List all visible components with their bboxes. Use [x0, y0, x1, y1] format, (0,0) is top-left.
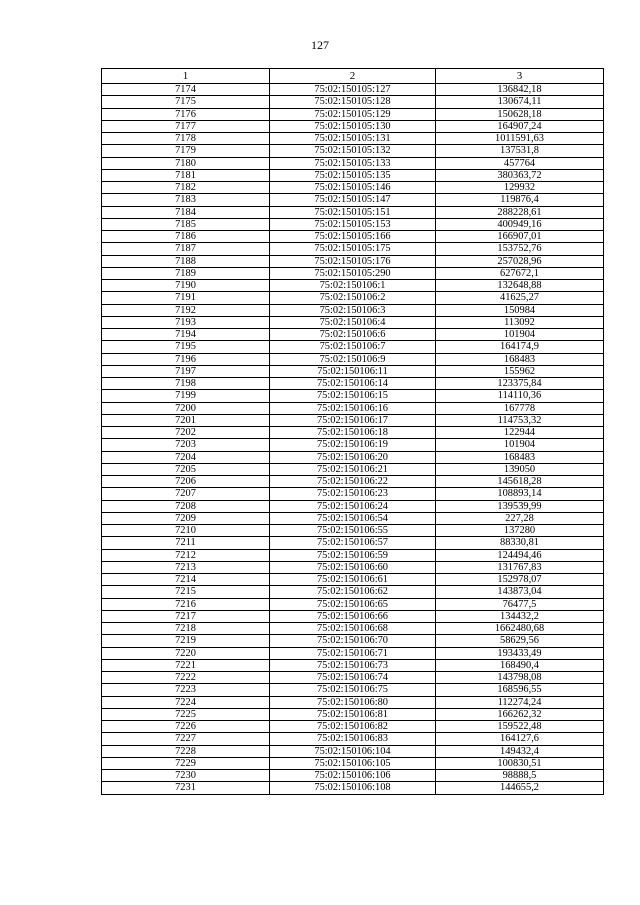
cadastral-number-cell: 75:02:150105:176 [270, 255, 436, 267]
table-row [102, 316, 604, 328]
table-row [102, 610, 604, 622]
row-number-cell: 7205 [102, 463, 270, 475]
data-table [101, 68, 604, 795]
value-cell: 145618,28 [436, 476, 604, 488]
column-header-1: 1 [102, 69, 270, 84]
table-row [102, 684, 604, 696]
cadastral-number-cell: 75:02:150105:175 [270, 243, 436, 255]
row-number-cell: 7203 [102, 439, 270, 451]
value-cell: 168483 [436, 353, 604, 365]
row-number-cell: 7189 [102, 267, 270, 279]
page-number: 127 [311, 38, 329, 52]
value-cell: 149432,4 [436, 745, 604, 757]
table-row [102, 672, 604, 684]
value-cell: 153752,76 [436, 243, 604, 255]
row-number-cell: 7204 [102, 451, 270, 463]
cadastral-number-cell: 75:02:150105:129 [270, 108, 436, 120]
table-row [102, 231, 604, 243]
table-row [102, 353, 604, 365]
cadastral-number-cell: 75:02:150106:3 [270, 304, 436, 316]
row-number-cell: 7216 [102, 598, 270, 610]
value-cell: 143873,04 [436, 586, 604, 598]
cadastral-number-cell: 75:02:150106:66 [270, 610, 436, 622]
row-number-cell: 7186 [102, 231, 270, 243]
table-row [102, 182, 604, 194]
cadastral-number-cell: 75:02:150105:127 [270, 84, 436, 96]
cadastral-number-cell: 75:02:150106:108 [270, 782, 436, 794]
table-row [102, 378, 604, 390]
table-row [102, 512, 604, 524]
table-row [102, 169, 604, 181]
row-number-cell: 7177 [102, 120, 270, 132]
value-cell: 58629,56 [436, 635, 604, 647]
table-row [102, 427, 604, 439]
cadastral-number-cell: 75:02:150105:133 [270, 157, 436, 169]
table-row [102, 770, 604, 782]
row-number-cell: 7218 [102, 623, 270, 635]
table-row [102, 757, 604, 769]
value-cell: 227,28 [436, 512, 604, 524]
value-cell: 155962 [436, 365, 604, 377]
row-number-cell: 7227 [102, 733, 270, 745]
value-cell: 136842,18 [436, 84, 604, 96]
value-cell: 167778 [436, 402, 604, 414]
row-number-cell: 7194 [102, 329, 270, 341]
row-number-cell: 7195 [102, 341, 270, 353]
cadastral-number-cell: 75:02:150106:74 [270, 672, 436, 684]
value-cell: 137280 [436, 525, 604, 537]
cadastral-number-cell: 75:02:150105:166 [270, 231, 436, 243]
column-header-3: 3 [436, 69, 604, 84]
cadastral-number-cell: 75:02:150106:24 [270, 500, 436, 512]
value-cell: 166907,01 [436, 231, 604, 243]
cadastral-number-cell: 75:02:150105:290 [270, 267, 436, 279]
table-row [102, 745, 604, 757]
row-number-cell: 7201 [102, 414, 270, 426]
row-number-cell: 7211 [102, 537, 270, 549]
cadastral-number-cell: 75:02:150106:61 [270, 574, 436, 586]
cadastral-number-cell: 75:02:150106:68 [270, 623, 436, 635]
value-cell: 122944 [436, 427, 604, 439]
row-number-cell: 7224 [102, 696, 270, 708]
cadastral-number-cell: 75:02:150106:83 [270, 733, 436, 745]
table-row [102, 586, 604, 598]
row-number-cell: 7175 [102, 96, 270, 108]
value-cell: 159522,48 [436, 721, 604, 733]
cadastral-number-cell: 75:02:150106:18 [270, 427, 436, 439]
value-cell: 129932 [436, 182, 604, 194]
cadastral-number-cell: 75:02:150106:62 [270, 586, 436, 598]
value-cell: 134432,2 [436, 610, 604, 622]
row-number-cell: 7219 [102, 635, 270, 647]
value-cell: 76477,5 [436, 598, 604, 610]
row-number-cell: 7182 [102, 182, 270, 194]
value-cell: 150984 [436, 304, 604, 316]
row-number-cell: 7183 [102, 194, 270, 206]
cadastral-number-cell: 75:02:150106:104 [270, 745, 436, 757]
row-number-cell: 7191 [102, 292, 270, 304]
cadastral-number-cell: 75:02:150106:70 [270, 635, 436, 647]
row-number-cell: 7209 [102, 512, 270, 524]
value-cell: 168596,55 [436, 684, 604, 696]
table-row [102, 463, 604, 475]
value-cell: 114110,36 [436, 390, 604, 402]
cadastral-number-cell: 75:02:150106:22 [270, 476, 436, 488]
cadastral-number-cell: 75:02:150106:57 [270, 537, 436, 549]
row-number-cell: 7229 [102, 757, 270, 769]
cadastral-number-cell: 75:02:150106:73 [270, 659, 436, 671]
table-row [102, 721, 604, 733]
table-row [102, 659, 604, 671]
value-cell: 101904 [436, 439, 604, 451]
value-cell: 143798,08 [436, 672, 604, 684]
cadastral-number-cell: 75:02:150106:11 [270, 365, 436, 377]
row-number-cell: 7196 [102, 353, 270, 365]
table-row [102, 561, 604, 573]
value-cell: 257028,96 [436, 255, 604, 267]
value-cell: 168483 [436, 451, 604, 463]
cadastral-number-cell: 75:02:150106:14 [270, 378, 436, 390]
value-cell: 380363,72 [436, 169, 604, 181]
row-number-cell: 7185 [102, 218, 270, 230]
table-row [102, 292, 604, 304]
cadastral-number-cell: 75:02:150106:23 [270, 488, 436, 500]
cadastral-number-cell: 75:02:150106:2 [270, 292, 436, 304]
value-cell: 166262,32 [436, 708, 604, 720]
cadastral-number-cell: 75:02:150106:1 [270, 280, 436, 292]
table-row [102, 304, 604, 316]
table-row [102, 243, 604, 255]
cadastral-number-cell: 75:02:150106:21 [270, 463, 436, 475]
value-cell: 98888,5 [436, 770, 604, 782]
value-cell: 164907,24 [436, 120, 604, 132]
value-cell: 139050 [436, 463, 604, 475]
table-row [102, 157, 604, 169]
value-cell: 144655,2 [436, 782, 604, 794]
cadastral-number-cell: 75:02:150105:146 [270, 182, 436, 194]
cadastral-number-cell: 75:02:150105:147 [270, 194, 436, 206]
cadastral-number-cell: 75:02:150106:6 [270, 329, 436, 341]
table-row [102, 96, 604, 108]
row-number-cell: 7210 [102, 525, 270, 537]
value-cell: 1662480,68 [436, 623, 604, 635]
value-cell: 627672,1 [436, 267, 604, 279]
table-row [102, 439, 604, 451]
value-cell: 131767,83 [436, 561, 604, 573]
cadastral-number-cell: 75:02:150106:55 [270, 525, 436, 537]
value-cell: 100830,51 [436, 757, 604, 769]
table-row [102, 537, 604, 549]
table-row [102, 255, 604, 267]
row-number-cell: 7198 [102, 378, 270, 390]
cadastral-number-cell: 75:02:150106:81 [270, 708, 436, 720]
row-number-cell: 7222 [102, 672, 270, 684]
table-row [102, 525, 604, 537]
table-row [102, 402, 604, 414]
value-cell: 119876,4 [436, 194, 604, 206]
row-number-cell: 7188 [102, 255, 270, 267]
cadastral-number-cell: 75:02:150106:65 [270, 598, 436, 610]
value-cell: 130674,11 [436, 96, 604, 108]
cadastral-number-cell: 75:02:150105:130 [270, 120, 436, 132]
row-number-cell: 7223 [102, 684, 270, 696]
table-row [102, 476, 604, 488]
row-number-cell: 7200 [102, 402, 270, 414]
row-number-cell: 7214 [102, 574, 270, 586]
value-cell: 101904 [436, 329, 604, 341]
table-row [102, 708, 604, 720]
row-number-cell: 7208 [102, 500, 270, 512]
value-cell: 124494,46 [436, 549, 604, 561]
row-number-cell: 7190 [102, 280, 270, 292]
cadastral-number-cell: 75:02:150106:106 [270, 770, 436, 782]
row-number-cell: 7212 [102, 549, 270, 561]
row-number-cell: 7225 [102, 708, 270, 720]
cadastral-number-cell: 75:02:150106:82 [270, 721, 436, 733]
value-cell: 41625,27 [436, 292, 604, 304]
row-number-cell: 7213 [102, 561, 270, 573]
cadastral-number-cell: 75:02:150105:135 [270, 169, 436, 181]
table-row [102, 488, 604, 500]
table-row [102, 598, 604, 610]
row-number-cell: 7199 [102, 390, 270, 402]
cadastral-number-cell: 75:02:150106:80 [270, 696, 436, 708]
table-row [102, 733, 604, 745]
value-cell: 108893,14 [436, 488, 604, 500]
value-cell: 114753,32 [436, 414, 604, 426]
table-row [102, 647, 604, 659]
cadastral-number-cell: 75:02:150105:151 [270, 206, 436, 218]
cadastral-number-cell: 75:02:150106:75 [270, 684, 436, 696]
cadastral-number-cell: 75:02:150106:54 [270, 512, 436, 524]
value-cell: 113092 [436, 316, 604, 328]
cadastral-number-cell: 75:02:150106:71 [270, 647, 436, 659]
table-row [102, 133, 604, 145]
table-row [102, 280, 604, 292]
value-cell: 150628,18 [436, 108, 604, 120]
cadastral-number-cell: 75:02:150106:15 [270, 390, 436, 402]
table-row [102, 414, 604, 426]
cadastral-number-cell: 75:02:150105:131 [270, 133, 436, 145]
row-number-cell: 7192 [102, 304, 270, 316]
table-row [102, 145, 604, 157]
table-row [102, 574, 604, 586]
row-number-cell: 7202 [102, 427, 270, 439]
table-row [102, 451, 604, 463]
value-cell: 132648,88 [436, 280, 604, 292]
value-cell: 137531,8 [436, 145, 604, 157]
row-number-cell: 7220 [102, 647, 270, 659]
row-number-cell: 7228 [102, 745, 270, 757]
table-body [102, 84, 604, 795]
cadastral-number-cell: 75:02:150106:59 [270, 549, 436, 561]
row-number-cell: 7231 [102, 782, 270, 794]
column-header-2: 2 [270, 69, 436, 84]
row-number-cell: 7176 [102, 108, 270, 120]
table-row [102, 218, 604, 230]
value-cell: 152978,07 [436, 574, 604, 586]
value-cell: 164174,9 [436, 341, 604, 353]
table-row [102, 696, 604, 708]
value-cell: 123375,84 [436, 378, 604, 390]
table-row [102, 500, 604, 512]
cadastral-number-cell: 75:02:150106:9 [270, 353, 436, 365]
table-header-row [102, 69, 604, 84]
table-row [102, 206, 604, 218]
row-number-cell: 7226 [102, 721, 270, 733]
row-number-cell: 7215 [102, 586, 270, 598]
table-row [102, 341, 604, 353]
table-row [102, 108, 604, 120]
row-number-cell: 7230 [102, 770, 270, 782]
value-cell: 112274,24 [436, 696, 604, 708]
value-cell: 168490,4 [436, 659, 604, 671]
row-number-cell: 7184 [102, 206, 270, 218]
table-row [102, 365, 604, 377]
row-number-cell: 7178 [102, 133, 270, 145]
table-row [102, 267, 604, 279]
row-number-cell: 7179 [102, 145, 270, 157]
cadastral-number-cell: 75:02:150106:4 [270, 316, 436, 328]
cadastral-number-cell: 75:02:150105:132 [270, 145, 436, 157]
row-number-cell: 7174 [102, 84, 270, 96]
row-number-cell: 7180 [102, 157, 270, 169]
cadastral-number-cell: 75:02:150106:17 [270, 414, 436, 426]
cadastral-number-cell: 75:02:150106:60 [270, 561, 436, 573]
data-table-container [101, 68, 603, 795]
value-cell: 400949,16 [436, 218, 604, 230]
cadastral-number-cell: 75:02:150105:128 [270, 96, 436, 108]
value-cell: 139539,99 [436, 500, 604, 512]
cadastral-number-cell: 75:02:150106:20 [270, 451, 436, 463]
table-row [102, 623, 604, 635]
row-number-cell: 7206 [102, 476, 270, 488]
row-number-cell: 7221 [102, 659, 270, 671]
table-row [102, 329, 604, 341]
row-number-cell: 7197 [102, 365, 270, 377]
table-row [102, 635, 604, 647]
table-row [102, 390, 604, 402]
table-row [102, 120, 604, 132]
value-cell: 1011591,63 [436, 133, 604, 145]
value-cell: 457764 [436, 157, 604, 169]
value-cell: 88330,81 [436, 537, 604, 549]
row-number-cell: 7181 [102, 169, 270, 181]
row-number-cell: 7193 [102, 316, 270, 328]
cadastral-number-cell: 75:02:150106:105 [270, 757, 436, 769]
cadastral-number-cell: 75:02:150106:19 [270, 439, 436, 451]
table-row [102, 782, 604, 794]
cadastral-number-cell: 75:02:150106:7 [270, 341, 436, 353]
row-number-cell: 7187 [102, 243, 270, 255]
row-number-cell: 7217 [102, 610, 270, 622]
table-row [102, 194, 604, 206]
value-cell: 288228,61 [436, 206, 604, 218]
row-number-cell: 7207 [102, 488, 270, 500]
value-cell: 193433,49 [436, 647, 604, 659]
table-row [102, 549, 604, 561]
cadastral-number-cell: 75:02:150105:153 [270, 218, 436, 230]
table-row [102, 84, 604, 96]
value-cell: 164127,6 [436, 733, 604, 745]
cadastral-number-cell: 75:02:150106:16 [270, 402, 436, 414]
